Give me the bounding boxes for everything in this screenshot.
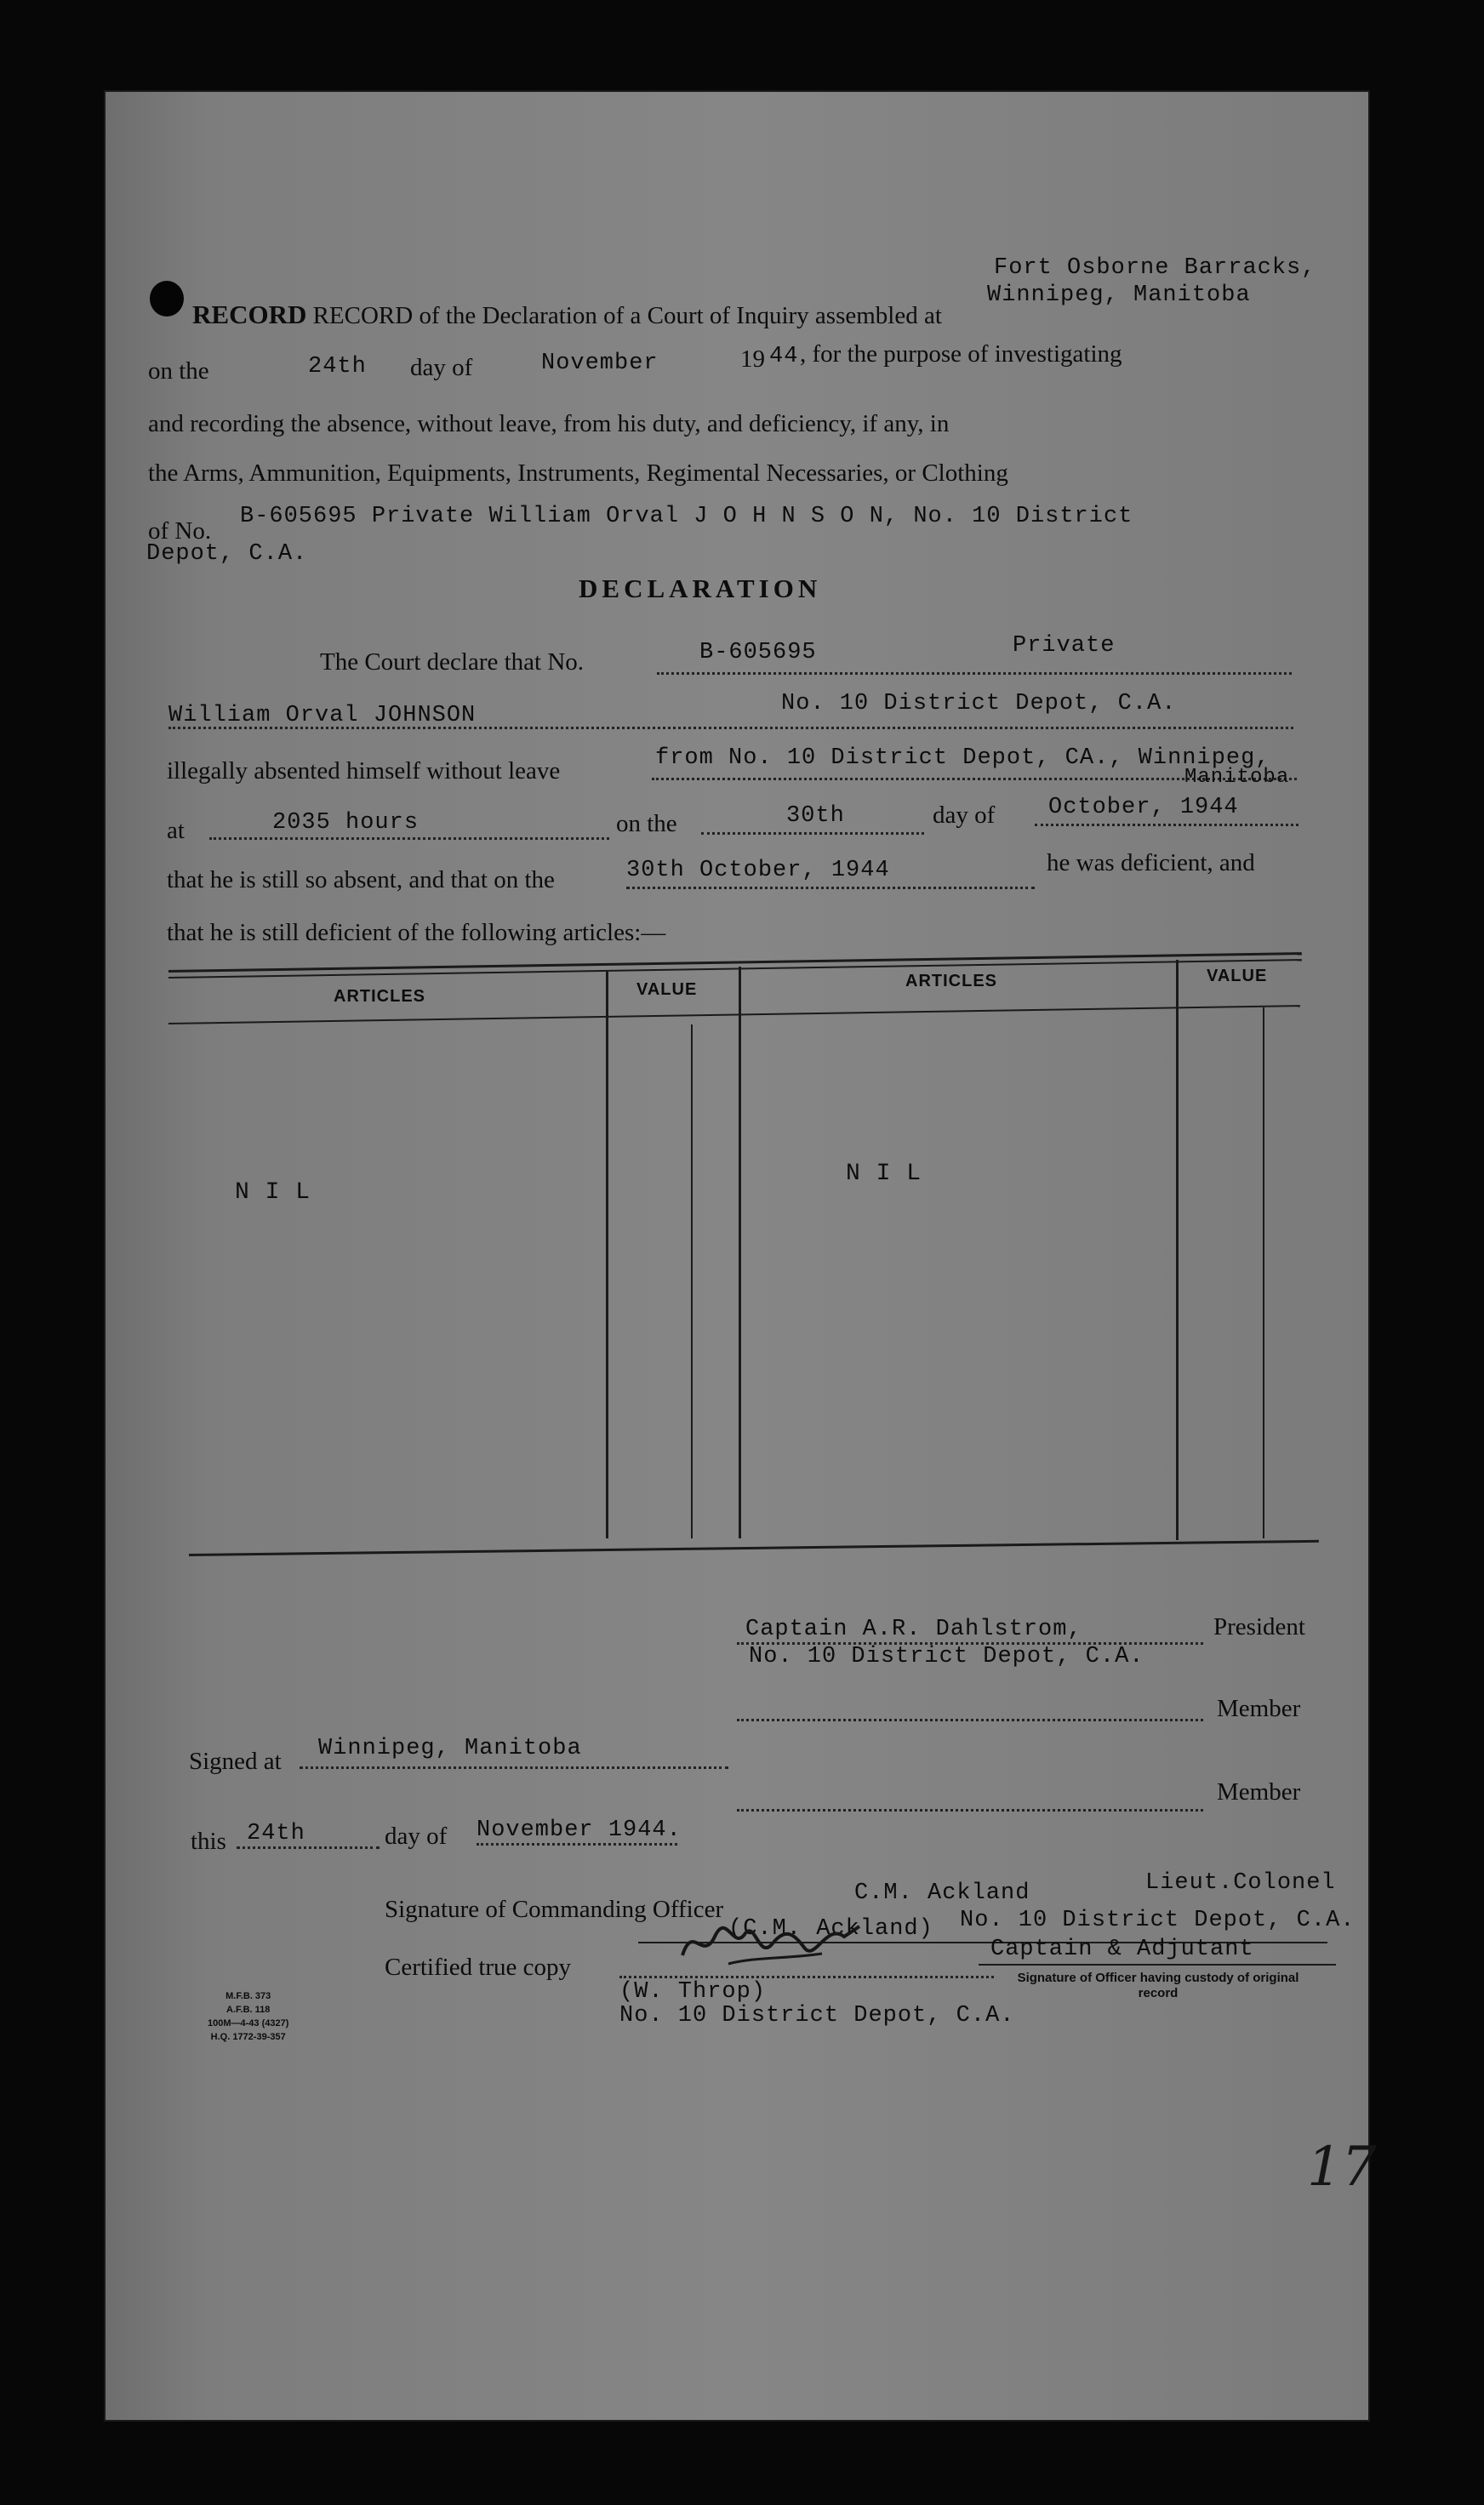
signed-day: 24th: [247, 1821, 305, 1846]
punch-hole: [150, 281, 184, 317]
label-on-the: on the: [148, 357, 209, 385]
form-codes: [208, 1989, 288, 2044]
label-day-of: day of: [410, 354, 473, 381]
day-line: [701, 832, 924, 835]
adjutant-title: Captain & Adjutant: [990, 1937, 1254, 1962]
member-label-2: Member: [1217, 1778, 1301, 1806]
record-line-4: the Arms, Ammunition, Equipments, Instruments, Regimental Necessaries, or Clothing: [148, 459, 1008, 487]
label-day-of-3: day of: [385, 1823, 448, 1850]
value-pence-divider-2: [1263, 1007, 1264, 1538]
president-name: Captain A.R. Dahlstrom,: [745, 1617, 1082, 1642]
label-of-no: of No.: [148, 517, 212, 545]
absence-day: 30th: [786, 803, 845, 829]
deficient-date-line: [626, 887, 1035, 889]
declared-number: B-605695: [699, 640, 817, 665]
member-line-2: [737, 1809, 1203, 1812]
col-divider-3: [1176, 960, 1179, 1540]
co-rank: Lieut.Colonel: [1145, 1870, 1336, 1896]
signed-place-line: [300, 1766, 728, 1769]
absence-time: 2035 hours: [272, 810, 420, 836]
member-label-1: Member: [1217, 1695, 1301, 1722]
form-code-3: 100M—4-43 (4327): [208, 2018, 289, 2029]
left-articles-entry: N I L: [235, 1179, 311, 1206]
co-name-paren: (C.M. Ackland): [728, 1916, 933, 1942]
declared-name: William Orval JOHNSON: [168, 703, 477, 728]
deficient-date: 30th October, 1944: [626, 858, 890, 883]
record-intro-text: RECORD of the Declaration of a Court of Inquiry assembled at: [312, 302, 942, 329]
co-unit: No. 10 District Depot, C.A.: [960, 1908, 1356, 1933]
absented-text: illegally absented himself without leave: [167, 757, 561, 785]
label-at: at: [167, 817, 185, 844]
form-code-1: M.F.B. 373: [225, 1991, 271, 2001]
signed-month: November 1944.: [477, 1817, 682, 1843]
president-label: President: [1213, 1613, 1305, 1641]
page-mark: 17: [1307, 2136, 1377, 2199]
adjutant-line: [979, 1964, 1336, 1966]
form-code-4: H.Q. 1772-39-357: [210, 2032, 286, 2042]
inquiry-month: November: [541, 351, 659, 376]
label-this: this: [191, 1828, 226, 1855]
still-deficient-text: that he is still deficient of the following articles:—: [167, 919, 666, 946]
signed-day-line: [237, 1846, 380, 1849]
still-absent-text: that he is still so absent, and that on the: [167, 866, 555, 893]
court-declare-text: The Court declare that No.: [320, 648, 585, 676]
copy-name: (W. Throp): [619, 1979, 767, 2005]
label-on-the-2: on the: [616, 810, 677, 837]
copy-unit: No. 10 District Depot, C.A.: [619, 2003, 1015, 2029]
col-divider-2: [739, 967, 741, 1538]
president-unit: No. 10 District Depot, C.A.: [749, 1644, 1144, 1669]
absence-month-year: October, 1944: [1048, 795, 1239, 820]
handwritten-signature: [677, 1918, 865, 1969]
form-code-2: A.F.B. 118: [226, 2005, 271, 2015]
document-sheet: [106, 92, 1368, 2420]
inquiry-city: Winnipeg, Manitoba: [987, 282, 1251, 308]
soldier-line-2: Depot, C.A.: [146, 541, 308, 567]
label-day-of-2: day of: [933, 802, 996, 829]
purpose-text: , for the purpose of investigating: [800, 340, 1122, 368]
header-articles-left: ARTICLES: [334, 987, 425, 1006]
co-name: C.M. Ackland: [854, 1880, 1030, 1906]
barracks-name: Fort Osborne Barracks,: [994, 255, 1316, 281]
header-value-left: VALUE: [636, 980, 698, 999]
signed-place: Winnipeg, Manitoba: [318, 1736, 582, 1761]
header-value-right: VALUE: [1207, 967, 1268, 985]
custody-note: Signature of Officer having custody of original record: [1017, 1971, 1299, 2000]
inquiry-year: 44: [769, 344, 799, 369]
declared-unit: No. 10 District Depot, C.A.: [781, 691, 1177, 716]
was-deficient-text: he was deficient, and: [1047, 849, 1255, 876]
month-year-line: [1035, 824, 1298, 826]
number-rank-line: [657, 672, 1292, 675]
time-line: [209, 837, 609, 840]
record-intro: RECORD RECORD of the Declaration of a Court of Inquiry assembled at: [192, 300, 942, 329]
value-pence-divider-1: [691, 1024, 693, 1538]
header-articles-right: ARTICLES: [905, 972, 997, 990]
declared-rank: Private: [1013, 633, 1116, 659]
col-divider-1: [606, 970, 608, 1538]
member-line-1: [737, 1719, 1203, 1721]
co-label: Signature of Commanding Officer: [385, 1896, 724, 1923]
label-signed-at: Signed at: [189, 1748, 282, 1775]
certified-label: Certified true copy: [385, 1954, 572, 1981]
certified-line: [619, 1976, 994, 1978]
soldier-line-1: B-605695 Private William Orval J O H N S O N, No. 10 District: [240, 504, 1133, 529]
declaration-title: DECLARATION: [579, 573, 822, 603]
from-place: from No. 10 District Depot, CA., Winnipeg,: [655, 745, 1270, 771]
signed-month-line: [477, 1843, 677, 1846]
record-line-3: and recording the absence, without leave, from his duty, and deficiency, if any, in: [148, 410, 950, 437]
right-articles-entry: N I L: [846, 1161, 922, 1187]
inquiry-day: 24th: [308, 354, 367, 379]
from-place-province: Manitoba: [1184, 766, 1290, 789]
year-prefix: 19: [740, 345, 765, 373]
